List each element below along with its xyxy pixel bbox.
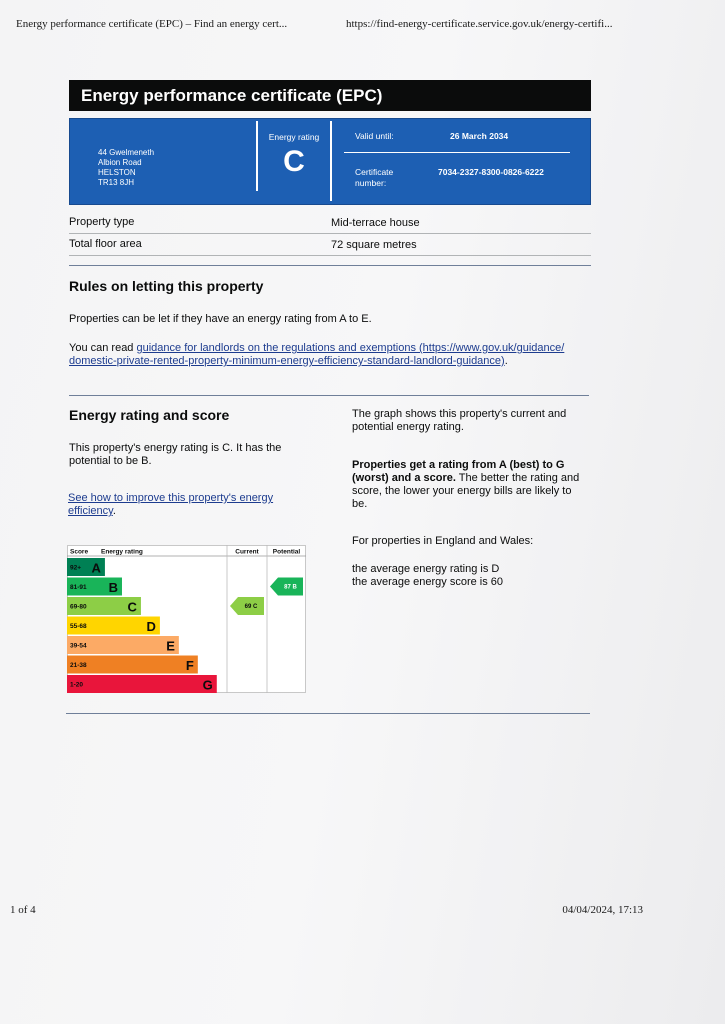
energy-rating-chart xyxy=(67,545,306,693)
band-score-label: 21-38 xyxy=(70,662,87,670)
potential-rating-label: 87 B xyxy=(284,584,297,591)
improve-efficiency-link[interactable]: See how to improve this property's energy xyxy=(68,492,274,504)
divider xyxy=(330,121,332,201)
average-rating: the average energy rating is D xyxy=(352,563,500,575)
band-letter: C xyxy=(127,599,137,615)
print-header-url: https://find-energy-certificate.service.gov.uk/energy-certifi... xyxy=(346,18,613,30)
certificate-summary-box xyxy=(69,118,591,205)
letting-paragraph: Properties can be let if they have an energy rating from A to E. xyxy=(69,313,372,325)
valid-until-value: 26 March 2034 xyxy=(450,131,509,141)
graph-explanation: The graph shows this property's current and potential energy rating. xyxy=(352,408,567,433)
improve-efficiency-link[interactable]: efficiency xyxy=(68,505,113,517)
rating-explanation: Properties get a rating from A (best) to G (worst) and a score. The better the rating and score, the lower your energy bills are likely to be. xyxy=(352,459,580,510)
band-letter: F xyxy=(185,657,194,673)
row-label: Property type xyxy=(69,216,135,228)
row-value: Mid-terrace house xyxy=(331,217,420,229)
potential-column-header: Potential xyxy=(272,548,301,556)
current-rating-label: 69 C xyxy=(244,604,258,611)
region-note: For properties in England and Wales: xyxy=(352,535,534,547)
address-line: HELSTON xyxy=(98,168,136,177)
valid-until-label: Valid until: xyxy=(355,131,394,141)
averages xyxy=(352,563,503,589)
letting-guidance-paragraph: You can read guidance for landlords on the regulations and exemptions (https://www.gov.uk/guidance/ domestic-private-rented-property-minimum-energy-efficiency-standard-landlord-guidance). xyxy=(69,342,565,367)
section-divider xyxy=(69,395,589,396)
band-bar xyxy=(67,675,217,693)
score-column-header: Score xyxy=(70,548,89,556)
property-details-table xyxy=(69,212,591,256)
energy-heading: Energy rating and score xyxy=(69,407,230,423)
row-label: Total floor area xyxy=(69,238,142,250)
letting-heading: Rules on letting this property xyxy=(69,278,264,294)
row-value: 72 square metres xyxy=(331,239,417,251)
section-divider xyxy=(66,713,590,714)
divider xyxy=(344,152,570,153)
print-header xyxy=(16,18,709,34)
property-address xyxy=(98,148,154,188)
table-row xyxy=(69,212,591,234)
page-title: Energy performance certificate (EPC) xyxy=(69,80,591,111)
band-score-label: 1-20 xyxy=(70,681,84,689)
band-score-label: 92+ xyxy=(70,564,82,572)
band-score-label: 55-68 xyxy=(70,623,87,631)
band-letter: D xyxy=(146,618,156,634)
page-number: 1 of 4 xyxy=(10,904,36,916)
band-letter: G xyxy=(202,677,213,693)
energy-rating-paragraph: This property's energy rating is C. It has the potential to be B. xyxy=(69,442,282,467)
band-letter: A xyxy=(91,560,101,576)
address-line: Albion Road xyxy=(98,158,142,167)
section-divider xyxy=(69,265,591,266)
energy-rating-letter: C xyxy=(283,145,305,178)
average-score: the average energy score is 60 xyxy=(352,576,504,588)
table-row xyxy=(69,234,591,256)
landlord-guidance-link[interactable]: domestic-private-rented-property-minimum-energy-efficiency-standard-landlord-guidance) xyxy=(69,355,505,367)
improve-efficiency-paragraph: See how to improve this property's energy efficiency. xyxy=(68,492,274,517)
energy-rating-label: Energy rating xyxy=(268,132,320,142)
address-line: TR13 8JH xyxy=(98,178,135,187)
divider xyxy=(256,121,258,191)
band-score-label: 69-80 xyxy=(70,603,87,611)
band-score-label: 81-91 xyxy=(70,584,87,592)
certificate-number-label: Certificate number: xyxy=(355,167,394,188)
band-score-label: 39-54 xyxy=(70,642,87,650)
band-letter: E xyxy=(166,638,175,654)
band-letter: B xyxy=(108,579,118,595)
current-column-header: Current xyxy=(235,548,259,556)
rating-column-header: Energy rating xyxy=(101,548,143,556)
landlord-guidance-link[interactable]: guidance for landlords on the regulations and exemptions (https://www.gov.uk/guidance/ xyxy=(136,342,565,354)
address-line: 44 Gwelmeneth xyxy=(98,148,155,157)
print-datetime: 04/04/2024, 17:13 xyxy=(562,904,643,916)
print-header-title: Energy performance certificate (EPC) – Find an energy cert... xyxy=(16,18,288,30)
certificate-number-value: 7034-2327-8300-0826-6222 xyxy=(438,167,544,177)
